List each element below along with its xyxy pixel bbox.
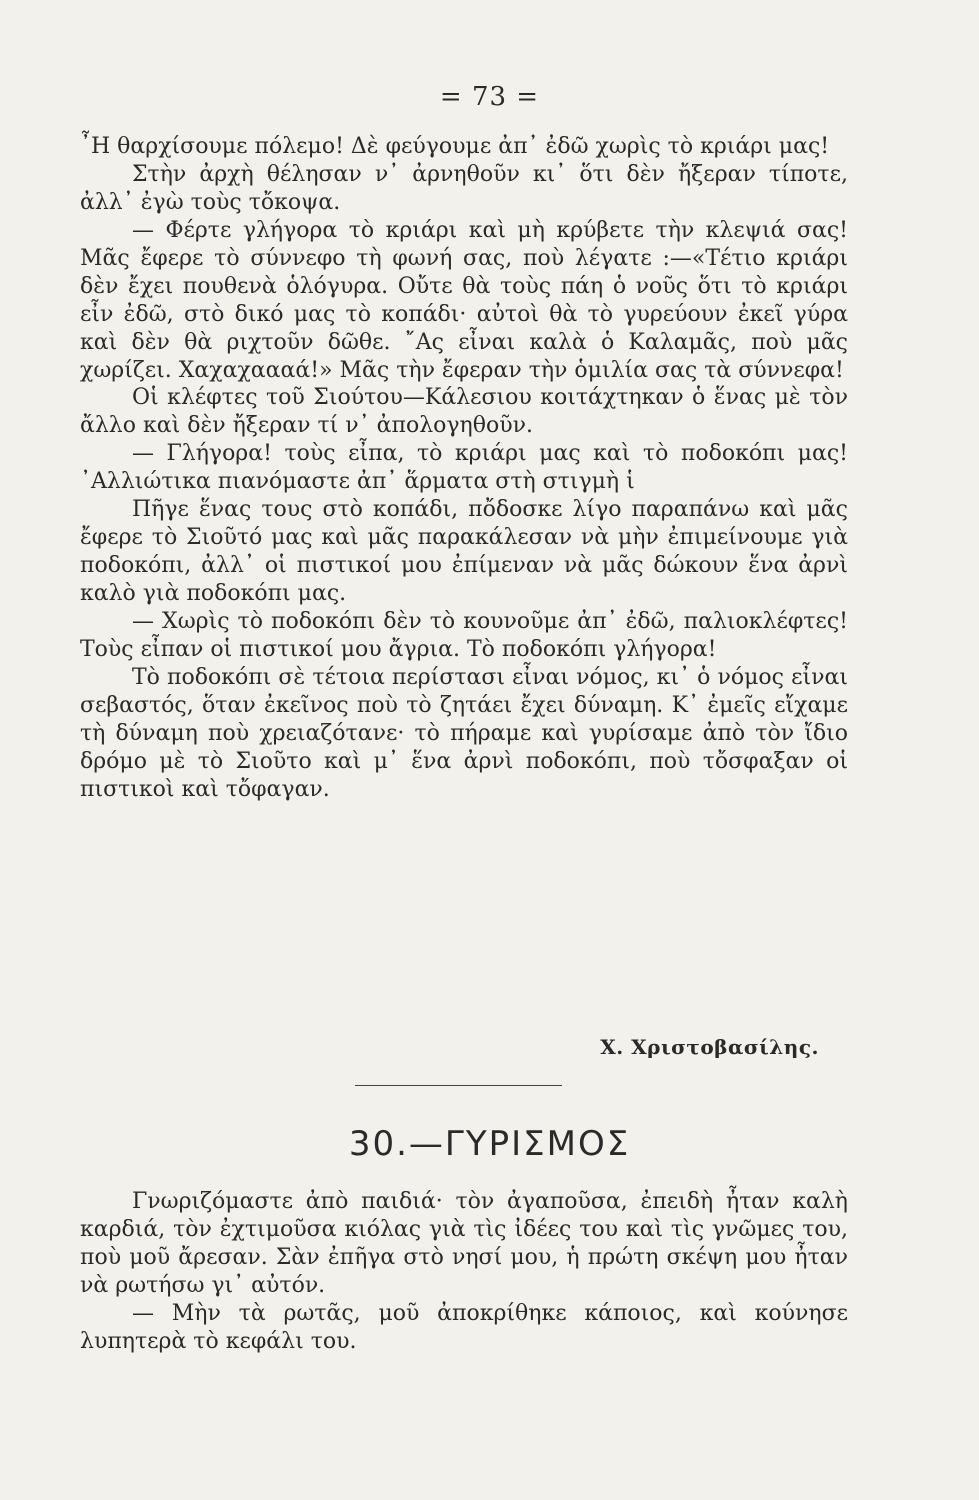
paragraph: ῏Η θαρχίσουμε πόλεμο! Δὲ φεύγουμε ἀπ᾿ ἐδῶ χωρὶς τὸ κριάρι μας! bbox=[80, 134, 830, 159]
paragraph: — Φέρτε γλήγορα τὸ κριάρι καὶ μὴ κρύβετε τὴν κλεψιά σας! Μᾶς ἔφερε τὸ σύννεφο τὴ φωνή σας, ποὺ λέγατε :—«Τέτιο κριάρι δὲν ἔχει πουθενὰ ὁλόγυρα. Οὔτε θὰ τοὺς πάη ὁ νοῦς ὅτι τὸ κριάρι εἶν ἐδῶ, στὸ δικό μας τὸ κοπάδι· αὐτοὶ θὰ τὸ γυρεύουν ἐκεῖ γύρα καὶ δὲν θὰ ριχτοῦν δῶθε. ῎Ας εἶναι καλὰ ὁ Καλαμᾶς, ποὺ μᾶς χωρίζει. Χαχαχαααά!» Μᾶς τὴν ἔφεραν τὴν ὁμιλία σας τὰ σύννεφα! bbox=[80, 217, 848, 383]
author-signature: Χ. Χριστοβασίλης. bbox=[600, 1035, 819, 1059]
text-block-section bbox=[80, 1188, 848, 1356]
paragraph: — Μὴν τὰ ρωτᾶς, μοῦ ἀποκρίθηκε κάποιος, καὶ κούνησε λυπητερὰ τὸ κεφάλι του. bbox=[80, 1300, 848, 1354]
paragraph: Στὴν ἀρχὴ θέλησαν ν᾿ ἀρνηθοῦν κι᾿ ὅτι δὲν ἤξεραν τίποτε, ἀλλ᾿ ἐγὼ τοὺς τὄκοψα. bbox=[80, 161, 848, 215]
section-divider bbox=[355, 1085, 562, 1086]
paragraph: Οἱ κλέφτες τοῦ Σιούτου—Κάλεσιου κοιτάχτηκαν ὁ ἕνας μὲ τὸν ἄλλο καὶ δὲν ἤξεραν τί ν᾿ ἀπολογηθοῦν. bbox=[80, 385, 848, 439]
paragraph: Τὸ ποδοκόπι σὲ τέτοια περίστασι εἶναι νόμος, κι᾿ ὁ νόμος εἶναι σεβαστός, ὅταν ἐκεῖνος ποὺ τὸ ζητάει ἔχει δύναμη. Κ᾿ ἐμεῖς εἴχαμε τὴ δύναμη ποὺ χρειαζότανε· τὸ πήραμε καὶ γυρίσαμε ἀπὸ τὸν ἴδιο δρόμο μὲ τὸ Σιοῦτο καὶ μ᾿ ἕνα ἀρνὶ ποδοκόπι, ποὺ τὄσφαξαν οἱ πιστικοὶ καὶ τὄφαγαν. bbox=[80, 664, 848, 802]
text-block-main bbox=[80, 133, 848, 804]
paragraph: — Γλήγορα! τοὺς εἶπα, τὸ κριάρι μας καὶ τὸ ποδοκόπι μας! ᾿Αλλιώτικα πιανόμαστε ἀπ᾿ ἅρματα στὴ στιγμὴ ἱ bbox=[80, 441, 848, 495]
paragraph: — Χωρὶς τὸ ποδοκόπι δὲν τὸ κουνοῦμε ἀπ᾿ ἐδῶ, παλιοκλέφτες! Τοὺς εἶπαν οἱ πιστικοί μου ἄγρια. Τὸ ποδοκόπι γλήγορα! bbox=[80, 608, 848, 662]
paragraph: Γνωριζόμαστε ἀπὸ παιδιά· τὸν ἀγαποῦσα, ἐπειδὴ ἦταν καλὴ καρδιά, τὸν ἐχτιμοῦσα κιόλας γιὰ τὶς ἰδέες του καὶ τὶς γνῶμες του, ποὺ μοῦ ἄρεσαν. Σὰν ἐπῆγα στὸ νησί μου, ἡ πρώτη σκέψη μου ἦταν νὰ ρωτήσω γι᾿ αὐτόν. bbox=[80, 1189, 848, 1298]
section-heading: 30.—ΓΥΡΙΣΜΟΣ bbox=[348, 1124, 631, 1164]
paragraph: Πῆγε ἕνας τους στὸ κοπάδι, πὄδοσκε λίγο παραπάνω καὶ μᾶς ἔφερε τὸ Σιοῦτό μας καὶ μᾶς παρακάλεσαν νὰ μὴν ἐπιμείνουμε γιὰ ποδοκόπι, ἀλλ᾿ οἱ πιστικοί μου ἐπίμεναν νὰ μᾶς δώκουν ἕνα ἀρνὶ καλὸ γιὰ ποδοκόπι μας. bbox=[80, 497, 848, 606]
page-number: = 73 = bbox=[439, 82, 540, 112]
